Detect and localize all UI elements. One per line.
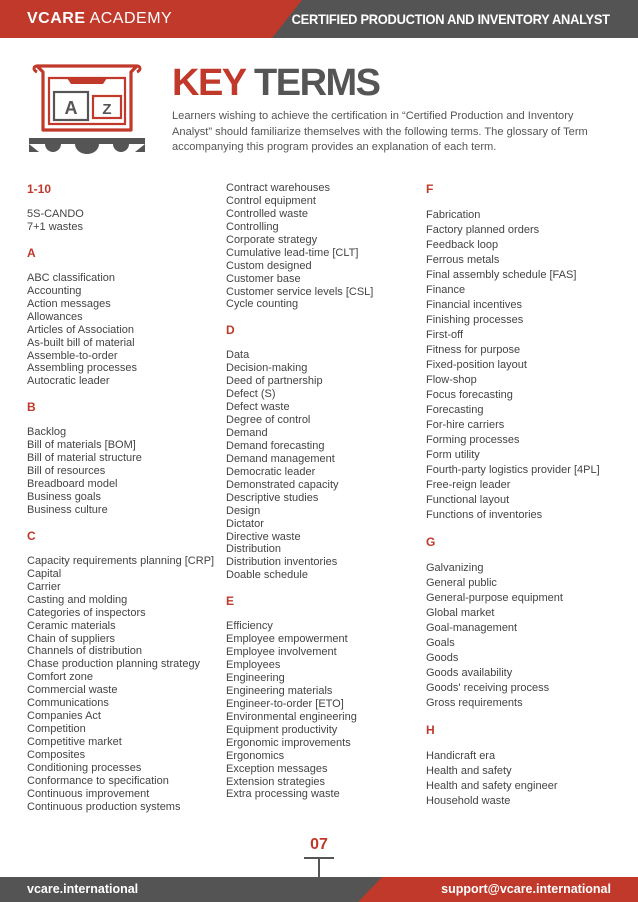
glossary-term: Chase production planning strategy	[27, 658, 201, 671]
glossary-term: Global market	[426, 607, 495, 619]
glossary-term: Allowances	[27, 310, 83, 323]
glossary-term: Goods' receiving process	[426, 682, 550, 694]
section-heading: 1-10	[27, 182, 52, 196]
glossary-term: As-built bill of material	[27, 336, 135, 349]
glossary-term: For-hire carriers	[426, 419, 505, 431]
glossary-term: Ceramic materials	[27, 619, 116, 632]
terms-column-3	[426, 182, 626, 809]
footer-email-link[interactable]: support@vcare.international	[441, 882, 611, 896]
glossary-term: Directive waste	[226, 530, 301, 543]
glossary-term: Breadboard model	[27, 478, 118, 491]
a-to-z-glossary-icon	[27, 60, 147, 158]
glossary-term: Cumulative lead-time [CLT]	[226, 246, 359, 259]
glossary-term: Comfort zone	[27, 671, 94, 684]
glossary-term: Flow-shop	[426, 374, 477, 386]
glossary-term: Demand forecasting	[226, 439, 325, 452]
glossary-term: Fixed-position layout	[426, 359, 527, 371]
glossary-term: Customer base	[226, 272, 301, 285]
glossary-term: Distribution	[226, 543, 282, 556]
section-heading: E	[226, 594, 235, 609]
glossary-term: Communications	[27, 697, 109, 710]
glossary-term: Action messages	[27, 297, 111, 310]
glossary-term: Ergonomics	[226, 749, 285, 762]
glossary-term: Categories of inspectors	[27, 606, 146, 619]
glossary-term: Assembling processes	[27, 362, 138, 375]
glossary-term: Environmental engineering	[226, 710, 357, 723]
glossary-term: Customer service levels [CSL]	[226, 285, 374, 298]
section-heading: B	[27, 400, 36, 415]
glossary-term: Autocratic leader	[27, 375, 110, 388]
section-heading: G	[426, 535, 436, 549]
glossary-term: ABC classification	[27, 271, 116, 284]
footer-website-link[interactable]: vcare.international	[27, 882, 139, 896]
glossary-term: Fabrication	[426, 209, 481, 221]
glossary-term: Form utility	[426, 449, 480, 461]
glossary-term: Efficiency	[226, 620, 273, 633]
glossary-term: Controlling	[226, 220, 279, 233]
glossary-term: Corporate strategy	[226, 233, 318, 246]
glossary-term: Bill of materials [BOM]	[27, 439, 136, 452]
glossary-term: Continuous production systems	[27, 800, 181, 813]
glossary-term: Gross requirements	[426, 697, 523, 709]
glossary-term: Capacity requirements planning [CRP]	[27, 554, 215, 567]
glossary-term: Conformance to specification	[27, 774, 169, 787]
glossary-term: Fitness for purpose	[426, 344, 521, 356]
section-heading: D	[226, 323, 235, 338]
glossary-term: Extra processing waste	[226, 788, 340, 801]
glossary-term: Companies Act	[27, 710, 101, 723]
glossary-term: Free-reign leader	[426, 479, 511, 491]
glossary-term: General-purpose equipment	[426, 592, 563, 604]
glossary-term: Backlog	[27, 426, 67, 439]
glossary-term: Articles of Association	[27, 323, 134, 336]
glossary-term: Business goals	[27, 491, 101, 503]
glossary-term: General public	[426, 577, 497, 589]
glossary-term: Employee empowerment	[226, 633, 348, 646]
glossary-term: Cycle counting	[226, 298, 299, 311]
glossary-term: Health and safety	[426, 765, 512, 777]
glossary-term: Decision-making	[226, 362, 308, 375]
glossary-term: Forming processes	[426, 434, 520, 446]
glossary-term: 5S-CANDO	[27, 208, 84, 220]
glossary-term: Control equipment	[226, 194, 316, 207]
glossary-term: Design	[226, 504, 261, 517]
glossary-term: Conditioning processes	[27, 761, 142, 774]
glossary-term: Feedback loop	[426, 239, 499, 251]
glossary-term: Employees	[226, 659, 281, 672]
brand-logo	[27, 10, 172, 28]
glossary-term: Descriptive studies	[226, 491, 319, 504]
page-number-stem	[318, 857, 320, 877]
glossary-term: Degree of control	[226, 414, 311, 427]
glossary-term: Engineering	[226, 672, 285, 684]
glossary-term: Exception messages	[226, 762, 328, 775]
glossary-term: Contract warehouses	[226, 182, 330, 194]
header-bar	[0, 0, 638, 38]
glossary-term: Chain of suppliers	[27, 632, 116, 645]
page-title	[172, 62, 380, 105]
glossary-term: Data	[226, 349, 250, 362]
glossary-term: Functions of inventories	[426, 509, 543, 521]
glossary-term: Equipment productivity	[226, 723, 338, 736]
glossary-term: 7+1 wastes	[27, 220, 83, 233]
glossary-term: Democratic leader	[226, 465, 316, 478]
glossary-term: Focus forecasting	[426, 389, 513, 401]
glossary-term: Distribution inventories	[226, 556, 338, 569]
glossary-term: Doable schedule	[226, 569, 308, 582]
glossary-term: Fourth-party logistics provider [4PL]	[426, 464, 600, 476]
letter-a: A	[64, 98, 78, 118]
glossary-term: Competition	[27, 723, 86, 736]
certification-title: CERTIFIED PRODUCTION AND INVENTORY ANALYST	[291, 11, 610, 27]
glossary-term: Continuous improvement	[27, 787, 150, 800]
glossary-term: Forecasting	[426, 404, 484, 416]
letter-z: Z	[102, 101, 112, 118]
glossary-term: Composites	[27, 748, 86, 761]
section-heading: F	[426, 182, 434, 196]
glossary-term: Capital	[27, 567, 62, 580]
glossary-term: Defect waste	[226, 401, 290, 414]
glossary-term: Health and safety engineer	[426, 780, 558, 792]
glossary-term: Bill of resources	[27, 465, 106, 478]
glossary-term: First-off	[426, 329, 464, 341]
glossary-term: Goods availability	[426, 667, 513, 679]
glossary-term: Accounting	[27, 284, 82, 297]
terms-column-1	[27, 182, 217, 814]
glossary-term: Finance	[426, 284, 466, 296]
glossary-term: Goals	[426, 637, 455, 649]
glossary-term: Final assembly schedule [FAS]	[426, 269, 577, 281]
brand-light: ACADEMY	[85, 10, 173, 27]
glossary-term: Finishing processes	[426, 314, 524, 326]
glossary-term: Demand	[226, 427, 268, 439]
glossary-term: Commercial waste	[27, 684, 118, 697]
glossary-term: Extension strategies	[226, 775, 326, 788]
glossary-term: Business culture	[27, 503, 108, 516]
glossary-term: Assemble-to-order	[27, 349, 118, 362]
glossary-term: Deed of partnership	[226, 375, 323, 388]
glossary-term: Controlled waste	[226, 207, 308, 220]
glossary-term: Custom designed	[226, 259, 312, 272]
intro-paragraph: Learners wishing to achieve the certification in “Certified Production and Inventory Analyst” should familiarize themselves with the following terms. The glossary of Term accompanying this program provides an explanation of each term.	[172, 110, 588, 153]
glossary-term: Ergonomic improvements	[226, 736, 351, 749]
glossary-term: Defect (S)	[226, 388, 276, 401]
glossary-term: Casting and molding	[27, 593, 128, 606]
title-terms: TERMS	[244, 62, 380, 104]
brand-bold: VCARE	[27, 10, 86, 27]
section-heading: H	[426, 723, 435, 737]
page-number: 07	[310, 836, 328, 853]
glossary-term: Carrier	[27, 580, 61, 593]
glossary-term: Financial incentives	[426, 299, 522, 311]
glossary-term: Competitive market	[27, 736, 122, 748]
glossary-term: Handicraft era	[426, 750, 496, 762]
glossary-term: Goal-management	[426, 622, 518, 634]
glossary-term: Galvanizing	[426, 562, 484, 574]
glossary-term: Dictator	[226, 517, 264, 530]
glossary-term: Demonstrated capacity	[226, 478, 339, 491]
glossary-term: Employee involvement	[226, 646, 337, 659]
title-key: KEY	[172, 62, 245, 104]
section-heading: A	[27, 245, 36, 260]
glossary-term: Bill of material structure	[27, 452, 142, 465]
glossary-term: Engineering materials	[226, 684, 333, 697]
footer-red-band-edge	[358, 877, 382, 902]
glossary-term: Engineer-to-order [ETO]	[226, 697, 344, 710]
footer-bar	[0, 877, 638, 902]
terms-column-2	[226, 182, 416, 801]
glossary-term: Channels of distribution	[27, 645, 142, 658]
glossary-term: Functional layout	[426, 494, 510, 506]
glossary-term: Household waste	[426, 795, 511, 807]
glossary-term: Goods	[426, 652, 459, 664]
glossary-term: Demand management	[226, 452, 335, 465]
glossary-term: Ferrous metals	[426, 254, 500, 266]
glossary-term: Factory planned orders	[426, 224, 540, 236]
section-heading: C	[27, 528, 36, 543]
